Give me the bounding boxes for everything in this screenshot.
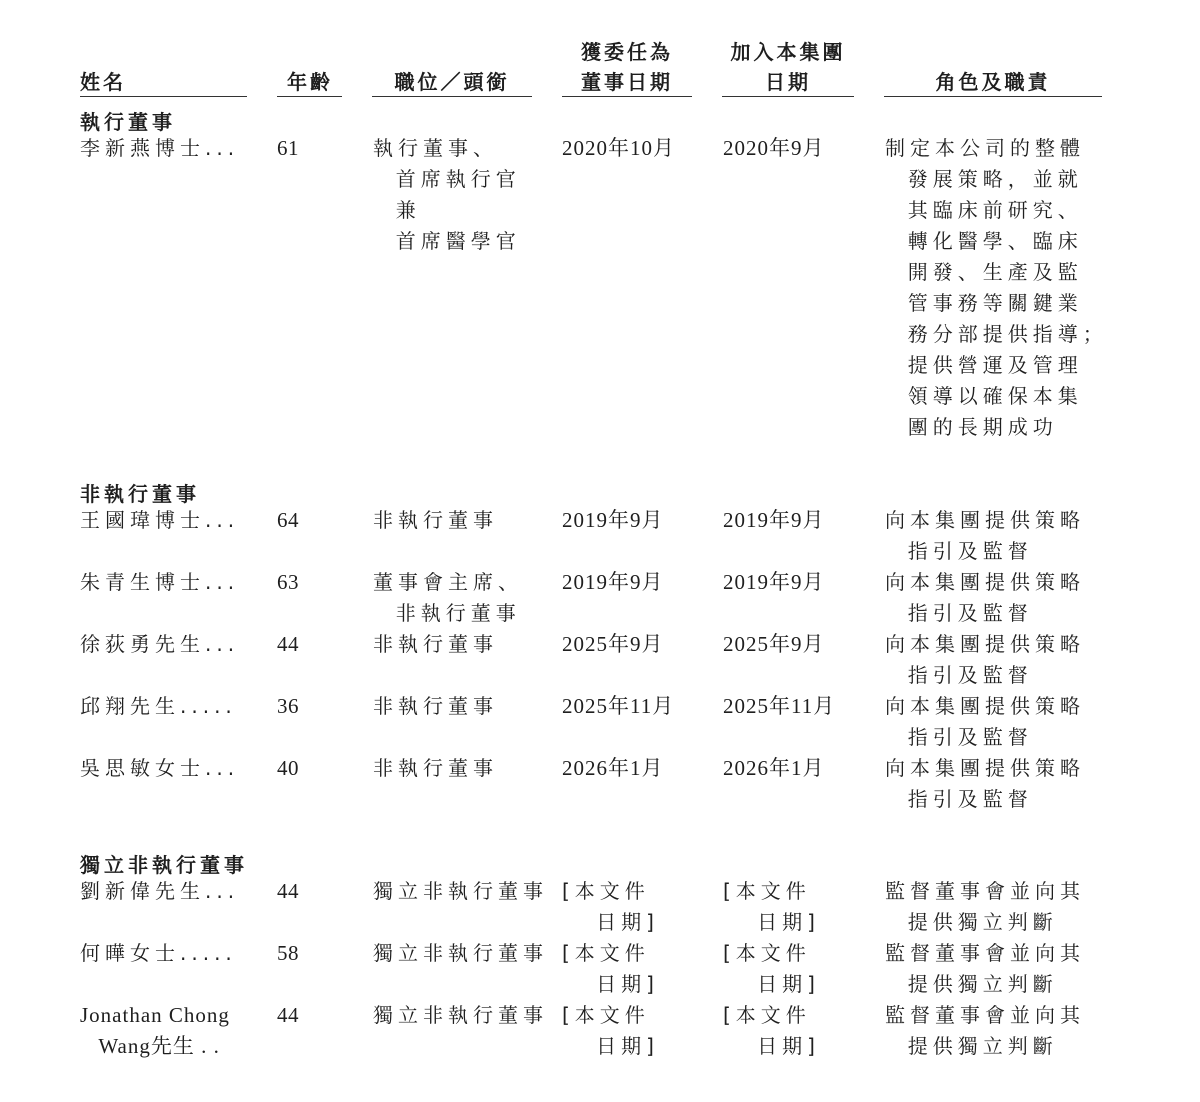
row-position: 非執行董事 xyxy=(373,632,498,656)
row-role: 制定本公司的整體 發展策略，並就 其臨床前研究、 轉化醫學、臨床 開發、生產及監 管事務等關鍵業 務分部提供指導； 提供營運及管理 領導以確保本集 團的長期成功 xyxy=(885,136,1108,439)
header-rule-age xyxy=(277,96,342,97)
header-role: 角色及職責 xyxy=(935,70,1051,94)
row-name: 何曄女士..... xyxy=(80,941,237,965)
row-age: 64 xyxy=(277,508,299,532)
row-name: 吳思敏女士... xyxy=(80,756,240,780)
row-name: 朱青生博士... xyxy=(80,570,240,594)
row-role: 向本集團提供策略 指引及監督 xyxy=(885,508,1085,563)
row-position: 獨立非執行董事 xyxy=(373,1003,548,1027)
header-position: 職位／頭銜 xyxy=(394,70,510,94)
row-appointment-date: 2026年1月 xyxy=(562,756,664,780)
row-name: Jonathan Chong Wang先生 . . xyxy=(80,1003,230,1058)
row-appointment-date: 2019年9月 xyxy=(562,570,664,594)
header-join-line2: 日期 xyxy=(765,70,811,94)
row-join-date: 2019年9月 xyxy=(723,508,825,532)
section-non-executive-directors: 非執行董事 xyxy=(80,482,200,506)
row-position: 非執行董事 xyxy=(373,694,498,718)
section-executive-directors: 執行董事 xyxy=(80,110,176,134)
row-appointment-date: [本文件 日期] xyxy=(562,879,659,934)
row-appointment-date: 2025年9月 xyxy=(562,632,664,656)
row-age: 63 xyxy=(277,570,299,594)
row-appointment-date: 2020年10月 xyxy=(562,136,675,160)
row-role: 向本集團提供策略 指引及監督 xyxy=(885,570,1085,625)
row-name: 邱翔先生..... xyxy=(80,694,237,718)
header-rule-role xyxy=(884,96,1102,97)
row-role: 向本集團提供策略 指引及監督 xyxy=(885,632,1085,687)
row-name: 王國瑋博士... xyxy=(80,508,240,532)
row-position: 非執行董事 xyxy=(373,756,498,780)
header-rule-position xyxy=(372,96,532,97)
row-name: 李新燕博士... xyxy=(80,136,240,160)
header-rule-join xyxy=(722,96,854,97)
row-age: 36 xyxy=(277,694,299,718)
header-rule-appointment xyxy=(562,96,692,97)
section-independent-directors: 獨立非執行董事 xyxy=(80,853,248,877)
row-position: 獨立非執行董事 xyxy=(373,879,548,903)
row-join-date: 2020年9月 xyxy=(723,136,825,160)
row-join-date: 2025年9月 xyxy=(723,632,825,656)
row-age: 61 xyxy=(277,136,299,160)
row-age: 44 xyxy=(277,1003,299,1027)
row-join-date: [本文件 日期] xyxy=(723,941,820,996)
header-age: 年齡 xyxy=(287,70,333,94)
header-join-line1: 加入本集團 xyxy=(730,40,846,64)
row-position: 非執行董事 xyxy=(373,508,498,532)
row-name: 劉新偉先生... xyxy=(80,879,240,903)
row-name: 徐荻勇先生... xyxy=(80,632,240,656)
row-appointment-date: [本文件 日期] xyxy=(562,1003,659,1058)
row-join-date: 2019年9月 xyxy=(723,570,825,594)
row-role: 向本集團提供策略 指引及監督 xyxy=(885,756,1085,811)
row-position: 董事會主席、 非執行董事 xyxy=(373,570,523,625)
row-appointment-date: [本文件 日期] xyxy=(562,941,659,996)
row-position: 獨立非執行董事 xyxy=(373,941,548,965)
row-join-date: [本文件 日期] xyxy=(723,1003,820,1058)
row-age: 44 xyxy=(277,632,299,656)
row-age: 44 xyxy=(277,879,299,903)
row-age: 58 xyxy=(277,941,299,965)
row-role: 向本集團提供策略 指引及監督 xyxy=(885,694,1085,749)
row-appointment-date: 2025年11月 xyxy=(562,694,675,718)
row-role: 監督董事會並向其 提供獨立判斷 xyxy=(885,879,1085,934)
header-appointment-line2: 董事日期 xyxy=(581,70,673,94)
row-position: 執行董事、 首席執行官 兼 首席醫學官 xyxy=(373,136,521,253)
row-role: 監督董事會並向其 提供獨立判斷 xyxy=(885,1003,1085,1058)
row-join-date: [本文件 日期] xyxy=(723,879,820,934)
header-appointment-line1: 獲委任為 xyxy=(581,40,673,64)
row-role: 監督董事會並向其 提供獨立判斷 xyxy=(885,941,1085,996)
row-join-date: 2025年11月 xyxy=(723,694,836,718)
header-rule-name xyxy=(80,96,247,97)
row-join-date: 2026年1月 xyxy=(723,756,825,780)
header-name: 姓名 xyxy=(80,70,126,94)
row-appointment-date: 2019年9月 xyxy=(562,508,664,532)
row-age: 40 xyxy=(277,756,299,780)
